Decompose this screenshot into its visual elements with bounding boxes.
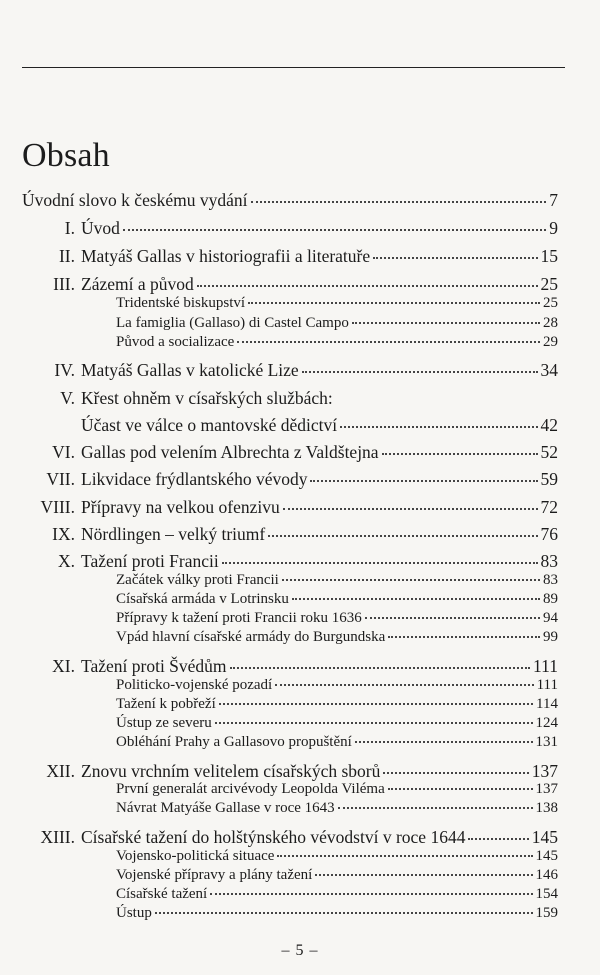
entry-page-number: 52 — [540, 442, 558, 462]
entry-page-number: 145 — [531, 827, 558, 847]
toc-subentry — [116, 733, 558, 752]
toc-subentry — [116, 294, 558, 313]
dot-leader — [248, 301, 540, 304]
dot-leader — [155, 911, 533, 914]
toc-entry — [58, 245, 558, 267]
dot-leader — [123, 228, 546, 231]
chapter-number: IX. — [52, 524, 75, 544]
toc-subentry — [116, 904, 558, 923]
entry-page-number: 7 — [549, 190, 558, 210]
entry-title: Císařská armáda v Lotrinsku — [116, 591, 289, 607]
toc-entry — [52, 523, 558, 545]
dot-leader — [275, 683, 533, 686]
toc-entry — [52, 441, 558, 463]
chapter-number: VI. — [52, 442, 75, 462]
toc-entry — [46, 468, 558, 490]
entry-title: Přípravy k tažení proti Francii roku 1636 — [116, 610, 362, 626]
toc-subentry — [116, 571, 558, 590]
entry-title: Vojenské přípravy a plány tažení — [116, 867, 313, 883]
chapter-number: III. — [53, 274, 75, 294]
toc-subentry — [116, 714, 558, 733]
entry-page-number: 111 — [533, 656, 558, 676]
chapter-number: X. — [57, 551, 75, 571]
dot-leader — [315, 873, 532, 876]
entry-title: Ústup ze severu — [116, 715, 212, 731]
toc-entry — [54, 359, 558, 381]
chapter-number: V. — [60, 388, 75, 408]
entry-page-number: 25 — [540, 274, 558, 294]
entry-title: Vpád hlavní císařské armády do Burgundska — [116, 629, 386, 645]
entry-title: Zázemí a původ — [81, 274, 194, 294]
entry-page-number: 28 — [543, 315, 558, 331]
entry-page-number: 72 — [540, 497, 558, 517]
dot-leader — [468, 837, 528, 840]
toc-subentry — [116, 695, 558, 714]
toc-entry — [57, 550, 558, 572]
entry-page-number: 83 — [543, 572, 558, 588]
dot-leader — [338, 806, 533, 809]
dot-leader — [283, 507, 538, 510]
entry-title: Matyáš Gallas v historiografii a literatuře — [81, 246, 371, 266]
toc-entry — [53, 273, 558, 295]
dot-leader — [219, 702, 533, 705]
toc-subentry — [116, 676, 558, 695]
toc-subentry — [116, 314, 558, 333]
dot-leader — [365, 616, 540, 619]
toc-entry — [81, 414, 558, 436]
chapter-number: VII. — [46, 469, 75, 489]
chapter-number: VIII. — [40, 497, 75, 517]
entry-title: První generalát arcivévody Leopolda Viléma — [116, 781, 385, 797]
toc-entry — [40, 826, 558, 848]
dot-leader — [237, 340, 540, 343]
entry-page-number: 131 — [535, 734, 558, 750]
dot-leader — [382, 452, 538, 455]
toc-entry — [60, 387, 558, 409]
entry-title: Původ a socializace — [116, 334, 235, 350]
dot-leader — [230, 666, 531, 669]
toc-subentry — [116, 780, 558, 799]
entry-title: Křest ohněm v císařských službách: — [81, 388, 333, 408]
entry-title: Začátek války proti Francii — [116, 572, 279, 588]
dot-leader — [251, 200, 547, 203]
entry-page-number: 124 — [535, 715, 558, 731]
entry-page-number: 159 — [535, 905, 558, 921]
dot-leader — [277, 854, 532, 857]
entry-page-number: 29 — [543, 334, 558, 350]
toc-entry — [64, 217, 558, 239]
entry-title: Úvod — [81, 218, 120, 238]
dot-leader — [210, 892, 532, 895]
entry-title: Císařské tažení — [116, 886, 208, 902]
dot-leader — [282, 578, 540, 581]
dot-leader — [383, 771, 528, 774]
toc-subentry — [116, 609, 558, 628]
toc-entry — [52, 655, 558, 677]
entry-page-number: 114 — [536, 696, 558, 712]
entry-title: Politicko-vojenské pozadí — [116, 677, 273, 693]
entry-page-number: 99 — [543, 629, 558, 645]
entry-page-number: 111 — [536, 677, 558, 693]
dot-leader — [373, 256, 537, 259]
entry-page-number: 137 — [535, 781, 558, 797]
entry-title: Matyáš Gallas v katolické Lize — [81, 360, 299, 380]
page-title: Obsah — [22, 137, 110, 174]
entry-title: Tažení k pobřeží — [116, 696, 216, 712]
toc-entry — [46, 760, 558, 782]
toc-subentry — [116, 628, 558, 647]
dot-leader — [215, 721, 533, 724]
entry-title: Úvodní slovo k českému vydání — [22, 190, 248, 210]
entry-page-number: 34 — [540, 360, 558, 380]
entry-title: Tažení proti Francii — [81, 551, 219, 571]
chapter-number: XI. — [52, 656, 75, 676]
dot-leader — [340, 425, 537, 428]
entry-title: Tridentské biskupství — [116, 295, 246, 311]
entry-page-number: 83 — [540, 551, 558, 571]
entry-title: Vojensko-politická situace — [116, 848, 275, 864]
dot-leader — [268, 534, 537, 537]
entry-page-number: 154 — [535, 886, 558, 902]
entry-title: Nördlingen – velký triumf — [81, 524, 266, 544]
entry-page-number: 146 — [535, 867, 558, 883]
entry-title: Tažení proti Švédům — [81, 656, 227, 676]
entry-title: La famiglia (Gallaso) di Castel Campo — [116, 315, 349, 331]
chapter-number: IV. — [54, 360, 75, 380]
toc-subentry — [116, 847, 558, 866]
entry-title: Likvidace frýdlantského vévody — [81, 469, 308, 489]
dot-leader — [302, 370, 538, 373]
chapter-number: XII. — [46, 761, 75, 781]
entry-page-number: 138 — [535, 800, 558, 816]
entry-page-number: 15 — [540, 246, 558, 266]
entry-page-number: 89 — [543, 591, 558, 607]
entry-page-number: 94 — [543, 610, 558, 626]
toc-subentry — [116, 590, 558, 609]
toc-entry — [40, 496, 558, 518]
dot-leader — [352, 321, 540, 324]
entry-title: Návrat Matyáše Gallase v roce 1643 — [116, 800, 335, 816]
page-number: – 5 – — [281, 942, 319, 959]
entry-title: Přípravy na velkou ofenzivu — [81, 497, 280, 517]
chapter-number: XIII. — [40, 827, 75, 847]
entry-title: Účast ve válce o mantovské dědictví — [81, 415, 338, 435]
entry-title: Gallas pod velením Albrechta z Valdštejna — [81, 442, 379, 462]
entry-title: Znovu vrchním velitelem císařských sborů — [81, 761, 381, 781]
entry-title: Císařské tažení do holštýnského vévodství v roce 1644 — [81, 827, 466, 847]
dot-leader — [388, 635, 540, 638]
entry-page-number: 59 — [540, 469, 558, 489]
entry-page-number: 145 — [535, 848, 558, 864]
entry-page-number: 76 — [540, 524, 558, 544]
entry-page-number: 9 — [549, 218, 558, 238]
dot-leader — [222, 561, 538, 564]
toc-subentry — [116, 799, 558, 818]
chapter-number: II. — [58, 246, 75, 266]
toc-subentry — [116, 885, 558, 904]
entry-title: Ústup — [116, 905, 152, 921]
toc-subentry — [116, 333, 558, 352]
toc-entry — [22, 189, 558, 211]
dot-leader — [197, 284, 538, 287]
toc-subentry — [116, 866, 558, 885]
entry-page-number: 25 — [543, 295, 558, 311]
chapter-number: I. — [64, 218, 75, 238]
dot-leader — [388, 787, 533, 790]
dot-leader — [292, 597, 540, 600]
dot-leader — [310, 479, 537, 482]
entry-page-number: 137 — [531, 761, 558, 781]
entry-title: Obléhání Prahy a Gallasovo propuštění — [116, 734, 352, 750]
dot-leader — [355, 740, 533, 743]
entry-page-number: 42 — [540, 415, 558, 435]
